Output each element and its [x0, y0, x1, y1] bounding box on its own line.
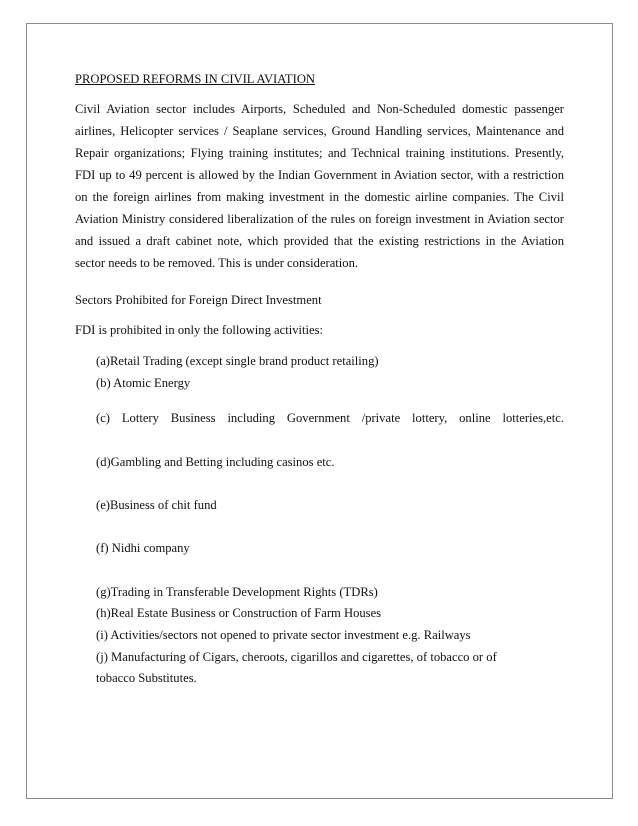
- list-item: (f) Nidhi company: [96, 541, 190, 555]
- document-body: [75, 70, 564, 274]
- list-item: (a)Retail Trading (except single brand product retailing): [96, 354, 379, 368]
- list-item: (g)Trading in Transferable Development Rights (TDRs): [96, 585, 378, 599]
- list-item: (c) Lottery Business including Government /private lottery, online lotteries,etc.: [96, 411, 564, 425]
- section-heading: Sectors Prohibited for Foreign Direct Investment: [75, 293, 322, 307]
- list-item: (j) Manufacturing of Cigars, cheroots, cigarillos and cigarettes, of tobacco or of tobacco Substitutes.: [96, 650, 497, 685]
- list-intro: FDI is prohibited in only the following activities:: [75, 323, 324, 337]
- list-item: (i) Activities/sectors not opened to private sector investment e.g. Railways: [96, 628, 471, 642]
- list-item: (e)Business of chit fund: [96, 498, 217, 512]
- intro-paragraph: Civil Aviation sector includes Airports, Scheduled and Non-Scheduled domestic passenger airlines, Helicopter services / Seaplane services, Ground Handling services, Maintenance and Repair organizations; Flying training institutes; and Technical training institutions. Presently, FDI up to 49 percent is allowed by the Indian Government in Aviation sector, with a restriction on the foreign airlines from making investment in the domestic airline companies. The Civil Aviation Ministry considered liberalization of the rules on foreign investment in Aviation sector and issued a draft cabinet note, which provided that the existing restrictions in the Aviation sector needs to be removed. This is under consideration.: [75, 102, 564, 270]
- list-item: (d)Gambling and Betting including casinos etc.: [96, 455, 335, 469]
- list-item: (b) Atomic Energy: [96, 376, 191, 390]
- document-title: PROPOSED REFORMS IN CIVIL AVIATION: [75, 72, 316, 86]
- list-item: (h)Real Estate Business or Construction of Farm Houses: [96, 606, 382, 620]
